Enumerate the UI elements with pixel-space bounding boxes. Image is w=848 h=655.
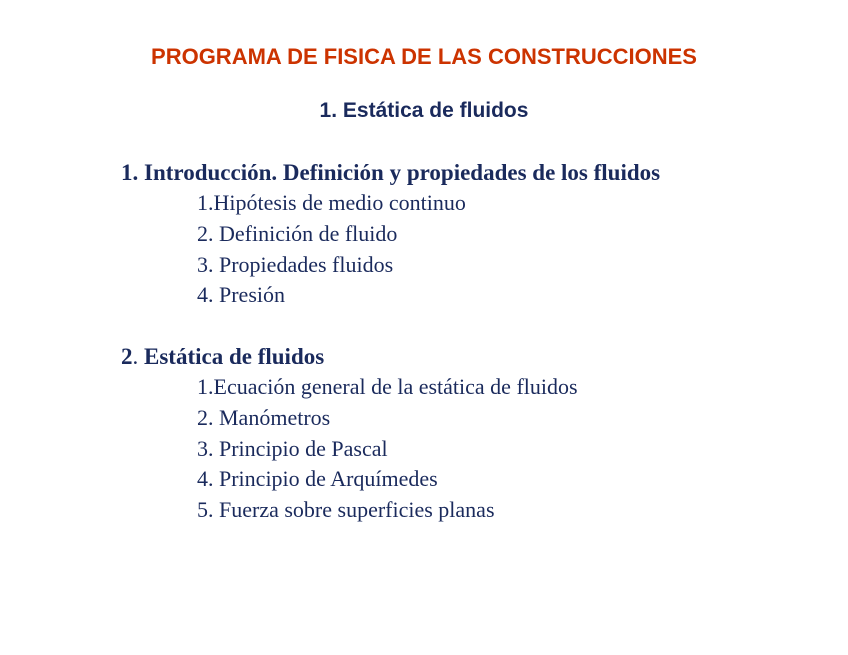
item-list [121,372,578,526]
list-item: 3. Propiedades fluidos [197,251,394,277]
section-heading: 1. Introducción. Definición y propiedades de los fluidos [121,160,661,185]
list-item: 2. Definición de fluido [197,220,398,246]
list-item: 2. Manómetros [197,404,331,430]
list-item: 3. Principio de Pascal [197,435,388,461]
list-item: 5. Fuerza sobre superficies planas [197,497,495,523]
section-heading-separator: . [132,344,144,369]
section-introduccion [121,157,660,311]
list-item: 4. Presión [197,282,285,308]
item-list [121,188,660,311]
section-heading [121,341,578,372]
section-estatica [121,341,578,526]
section-heading-number: 2 [121,344,133,369]
page-subtitle: 1. Estática de fluidos [319,99,529,122]
list-item: 1.Hipótesis de medio continuo [197,190,466,215]
section-heading-text: Estática de fluidos [144,344,325,369]
page-title: PROGRAMA DE FISICA DE LAS CONSTRUCCIONES [151,44,697,69]
list-item: 4. Principio de Arquímedes [197,466,438,492]
list-item: 1.Ecuación general de la estática de fluidos [197,374,578,399]
